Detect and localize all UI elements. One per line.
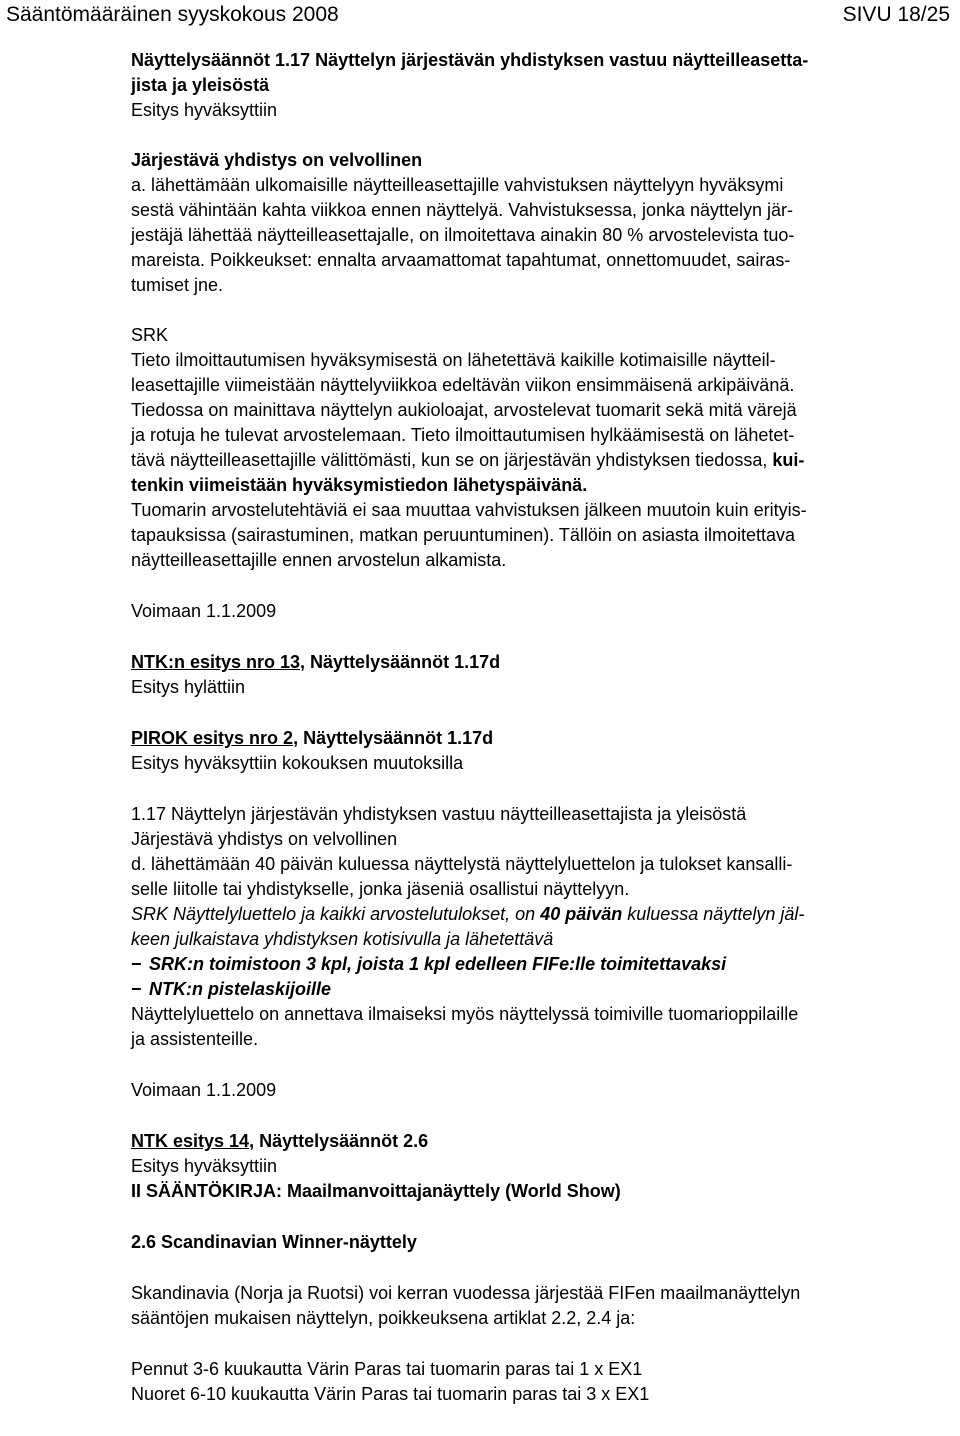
- header-title: Sääntömääräinen syyskokous 2008: [6, 3, 339, 26]
- decision: Esitys hyväksyttiin: [131, 100, 278, 120]
- rule-heading: 2.6 Scandinavian Winner-näyttely: [131, 1232, 417, 1252]
- decision: Esitys hylättiin: [131, 677, 246, 697]
- section-title-cont: jista ja yleisöstä: [131, 75, 270, 95]
- rule-line: Pennut 3-6 kuukautta Värin Paras tai tuomarin paras tai 1 x EX1: [131, 1359, 643, 1379]
- paragraph-line: leasettajille viimeistään näyttelyviikkoa edeltävän viikon ensimmäisenä arkipäivänä.: [131, 375, 795, 395]
- paragraph-line: Tuomarin arvostelutehtäviä ei saa muuttaa vahvistuksen jälkeen muutoin kuin erityis-: [131, 500, 807, 520]
- rule-ref: , Näyttelysäännöt 2.6: [249, 1131, 429, 1151]
- paragraph-line: ja rotuja he tulevat arvostelemaan. Tieto ilmoittautumisen hylkäämisestä on lähetet-: [131, 425, 795, 445]
- paragraph-line: [131, 448, 951, 473]
- decision: Esitys hyväksyttiin kokouksen muutoksilla: [131, 753, 464, 773]
- rule-ref: , Näyttelysäännöt 1.17d: [293, 728, 494, 748]
- document-body: [131, 48, 951, 1407]
- rule-ref: , Näyttelysäännöt 1.17d: [300, 652, 501, 672]
- section-title: [131, 1129, 951, 1154]
- dash-item: [131, 952, 951, 977]
- paragraph-line: tumiset jne.: [131, 275, 224, 295]
- dash-item: [131, 977, 951, 1002]
- dash-item-text: SRK:n toimistoon 3 kpl, joista 1 kpl edelleen FIFe:lle toimitettavaksi: [149, 954, 727, 974]
- section-title: Näyttelysäännöt 1.17 Näyttelyn järjestävän yhdistyksen vastuu näytteilleasetta-: [131, 50, 809, 70]
- subheading: Järjestävä yhdistys on velvollinen: [131, 150, 423, 170]
- paragraph-line: Skandinavia (Norja ja Ruotsi) voi kerran vuodessa järjestää FIFen maailmanäyttelyn: [131, 1283, 801, 1303]
- paragraph-line: Tiedossa on mainittava näyttelyn aukioloajat, arvostelevat tuomarit sekä mitä värejä: [131, 400, 797, 420]
- rule-line: Nuoret 6-10 kuukautta Värin Paras tai tuomarin paras tai 3 x EX1: [131, 1384, 650, 1404]
- rulebook-title: II SÄÄNTÖKIRJA: Maailmanvoittajanäyttely (World Show): [131, 1181, 621, 1201]
- bold-run: 40 päivän: [540, 904, 623, 924]
- srk-label: SRK: [131, 325, 169, 345]
- paragraph-line: Järjestävä yhdistys on velvollinen: [131, 829, 398, 849]
- section-title: [131, 650, 951, 675]
- paragraph-line: ja assistenteille.: [131, 1029, 259, 1049]
- paragraph-line: Näyttelyluettelo on annettava ilmaiseksi myös näyttelyssä toimiville tuomarioppilaille: [131, 1004, 799, 1024]
- effective-date: Voimaan 1.1.2009: [131, 601, 277, 621]
- paragraph-line: jestäjä lähettää näytteilleasettajalle, on ilmoitettava ainakin 80 % arvostelevista tuo-: [131, 225, 795, 245]
- paragraph-line: mareista. Poikkeukset: ennalta arvaamattomat tapahtumat, onnettomuudet, sairas-: [131, 250, 791, 270]
- text-run: tävä näytteilleasettajille välittömästi, kun se on järjestävän yhdistyksen tiedossa,: [131, 450, 768, 470]
- effective-date: Voimaan 1.1.2009: [131, 1080, 277, 1100]
- paragraph-line: selle liitolle tai yhdistykselle, jonka jäseniä osallistui näyttelyyn.: [131, 879, 630, 899]
- paragraph-line: Tieto ilmoittautumisen hyväksymisestä on lähetettävä kaikille kotimaisille näytteil-: [131, 350, 776, 370]
- dash-bullet: −: [131, 979, 142, 999]
- paragraph-line: sestä vähintään kahta viikkoa ennen näyttelyä. Vahvistuksessa, jonka näyttelyn jär-: [131, 200, 794, 220]
- page-number: SIVU 18/25: [842, 3, 950, 26]
- proposal-ref: PIROK esitys nro 2: [131, 728, 294, 748]
- paragraph-line: keen julkaistava yhdistyksen kotisivulla ja lähetettävä: [131, 929, 554, 949]
- paragraph-line: 1.17 Näyttelyn järjestävän yhdistyksen vastuu näytteilleasettajista ja yleisöstä: [131, 804, 747, 824]
- proposal-ref: NTK esitys 14: [131, 1131, 250, 1151]
- paragraph-line: näytteilleasettajille ennen arvostelun alkamista.: [131, 550, 507, 570]
- dash-bullet: −: [131, 954, 142, 974]
- paragraph-line: d. lähettämään 40 päivän kuluessa näyttelystä näyttelyluettelon ja tulokset kansalli-: [131, 854, 793, 874]
- proposal-ref: NTK:n esitys nro 13: [131, 652, 301, 672]
- section-title: [131, 726, 951, 751]
- dash-item-text: NTK:n pistelaskijoille: [149, 979, 332, 999]
- text-run: kuluessa näyttelyn jäl-: [622, 904, 805, 924]
- paragraph-line: sääntöjen mukaisen näyttelyn, poikkeuksena artiklat 2.2, 2.4 ja:: [131, 1308, 636, 1328]
- paragraph-line: tenkin viimeistään hyväksymistiedon lähetyspäivänä.: [131, 475, 588, 495]
- bold-run: kui-: [767, 450, 805, 470]
- paragraph-line: tapauksissa (sairastuminen, matkan peruuntuminen). Tällöin on asiasta ilmoitettava: [131, 525, 796, 545]
- decision: Esitys hyväksyttiin: [131, 1156, 278, 1176]
- paragraph-line: [131, 902, 951, 927]
- paragraph-line: a. lähettämään ulkomaisille näytteilleasettajille vahvistuksen näyttelyyn hyväksymi: [131, 175, 784, 195]
- text-run: SRK Näyttelyluettelo ja kaikki arvostelutulokset, on: [131, 904, 541, 924]
